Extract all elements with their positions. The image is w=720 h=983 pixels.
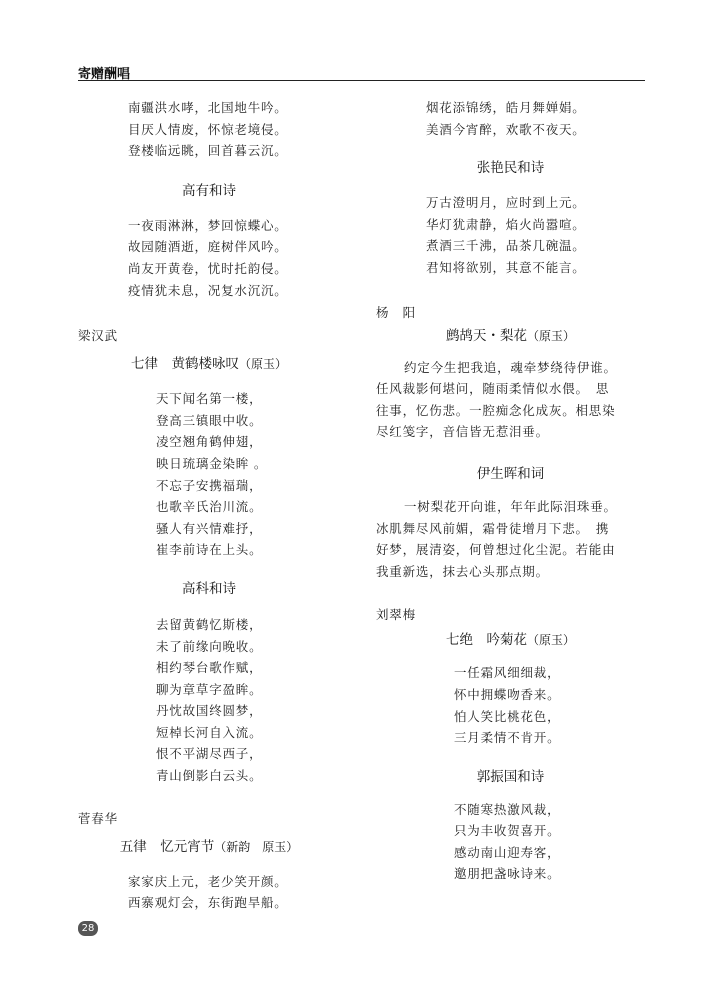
ci-line: 冰肌舞尽风前媚，霜骨徒增月下悲。 携 [376, 520, 610, 536]
poem-title-text: 高科和诗 [182, 580, 236, 597]
poem-line: 烟花添锦绣，皓月舞婵娟。 [426, 100, 586, 115]
poem-line: 南疆洪水哮，北国地牛吟。 [128, 100, 288, 115]
poem-line: 感动南山迎寿客， [454, 844, 561, 860]
ci-line: 好梦，展清姿，何曾想过化尘泥。若能由 [376, 542, 616, 558]
poem-line: 尚友开黄卷，忧时托韵侵。 [128, 260, 288, 276]
poem-line: 西寨观灯会，东街跑旱船。 [128, 895, 288, 911]
poem-title-note: （原玉） [238, 357, 287, 372]
poem-line: 去留黄鹤忆斯楼， [156, 616, 263, 632]
poem-line: 不忘子安携福瑞， [156, 477, 263, 493]
poem-tail-stanza [376, 97, 645, 140]
poem-title-text: 郭振国和诗 [476, 768, 545, 785]
poem-line: 美酒今宵醉，欢歌不夜天。 [426, 121, 586, 137]
poem-title-text: 五律 忆元宵节 [119, 838, 215, 855]
author-name: 杨 阳 [376, 304, 416, 320]
ci-line: 我重新选，抹去心头那点期。 [376, 563, 549, 579]
poem-title-zhegu [376, 326, 645, 346]
poem-title-qijue [376, 630, 645, 650]
poem-line: 煮酒三千沸，品茶几碗温。 [426, 238, 586, 254]
poem-line: 天下闻名第一楼， [156, 391, 263, 407]
poem-line: 登高三镇眼中收。 [156, 412, 263, 428]
poem-line: 不随寒热激风裁， [454, 801, 561, 817]
poem-line: 君知将欲别，其意不能言。 [426, 259, 586, 275]
poem-title-gaoyou [78, 181, 340, 201]
poem-line: 恨不平湖尽西子， [156, 746, 263, 762]
poem-title-text: 张艳民和诗 [476, 160, 545, 177]
poem-title-qilv [78, 354, 340, 374]
poem-stanza-wulv [78, 871, 340, 914]
poem-title-zhang [376, 158, 645, 178]
poem-title-text: 高有和诗 [182, 182, 236, 199]
poem-title-note: （原玉） [526, 328, 575, 343]
poem-line: 万古澄明月，应时到上元。 [426, 195, 586, 211]
poem-line: 聊为章草字盈眸。 [156, 681, 263, 697]
poem-title-wulv [78, 837, 340, 857]
poem-line: 邀朋把盏咏诗来。 [454, 866, 561, 882]
section-header-title: 寄赠酬唱 [78, 67, 131, 82]
poem-title-text: 七律 黄鹤楼咏叹 [130, 356, 239, 373]
page-number-badge: 28 [78, 921, 98, 936]
poem-title-gaoke [78, 579, 340, 599]
poem-line: 相约琴台歌作赋， [156, 660, 263, 676]
poem-title-guo [376, 767, 645, 787]
poem-line: 疫情犹未息，况复水沉沉。 [128, 282, 288, 298]
ci-line: 约定今生把我追，魂牵梦绕待伊谁。 [404, 359, 617, 375]
ci-body-yisheng [376, 496, 645, 582]
author-name: 梁汉武 [78, 328, 118, 344]
poem-title-text: 七绝 吟菊花 [445, 632, 527, 649]
poem-line: 一任霜风细细裁， [454, 665, 561, 681]
ci-line: 一树梨花开向谁，年年此际泪珠垂。 [404, 498, 617, 514]
poem-line: 也歌辛氏治川流。 [156, 499, 263, 515]
poem-line: 三月柔情不肯开。 [454, 730, 561, 746]
poem-title-yisheng [376, 464, 645, 484]
poem-line: 家家庆上元，老少笑开颜。 [128, 873, 288, 889]
poem-line: 目厌人情废，怀惊老境侵。 [128, 121, 288, 137]
poem-line: 华灯犹肃静，焰火尚嚣喧。 [426, 216, 586, 232]
poem-stanza-gaoyou [78, 215, 340, 301]
poem-tail-stanza [78, 97, 340, 162]
poem-line: 骚人有兴情难抒， [156, 520, 263, 536]
poem-line: 短棹长河自入流。 [156, 724, 263, 740]
poem-title-text: 鹧鸪天・梨花 [445, 327, 527, 344]
poem-title-note: （新韵 原玉） [214, 839, 299, 854]
poem-title-note: （原玉） [526, 633, 575, 648]
poem-stanza-gaoke [78, 614, 340, 787]
poem-line: 丹忱故国终圆梦， [156, 703, 263, 719]
poem-line: 怀中拥蝶吻香来。 [454, 686, 561, 702]
poem-title-text: 伊生晖和词 [476, 465, 545, 482]
header-divider [78, 80, 645, 81]
right-column [376, 97, 645, 885]
poem-line: 故园随酒逝，庭树伴风吟。 [128, 239, 288, 255]
ci-line: 往事，忆伤悲。一腔痴念化成灰。相思染 [376, 402, 616, 418]
ci-body-zhegu [376, 357, 645, 443]
author-name: 菅春华 [78, 810, 118, 826]
poem-stanza-guo [376, 799, 645, 885]
poem-line: 青山倒影白云头。 [156, 768, 263, 784]
left-column [78, 97, 340, 914]
poem-stanza-zhang [376, 192, 645, 278]
poem-line: 一夜雨淋淋，梦回惊蝶心。 [128, 217, 288, 233]
poem-line: 登楼临远眺，回首暮云沉。 [128, 143, 288, 159]
ci-line: 任风裁影何堪问，随雨柔情似水偎。 思 [376, 381, 610, 397]
poem-line: 只为丰收贺喜开。 [454, 823, 561, 839]
author-name: 刘翠梅 [376, 607, 416, 623]
poem-stanza-qilv [78, 388, 340, 561]
poem-line: 映日琉璃金染眸 。 [156, 455, 268, 471]
poem-line: 怕人笑比桃花色， [454, 708, 561, 724]
ci-line: 尽红笺字，音信皆无惹泪垂。 [376, 424, 549, 440]
poem-stanza-qijue [376, 662, 645, 748]
poem-line: 凌空翘角鹤伸翅， [156, 434, 263, 450]
poem-line: 未了前缘向晚收。 [156, 638, 263, 654]
poem-line: 崔李前诗在上头。 [156, 542, 263, 558]
